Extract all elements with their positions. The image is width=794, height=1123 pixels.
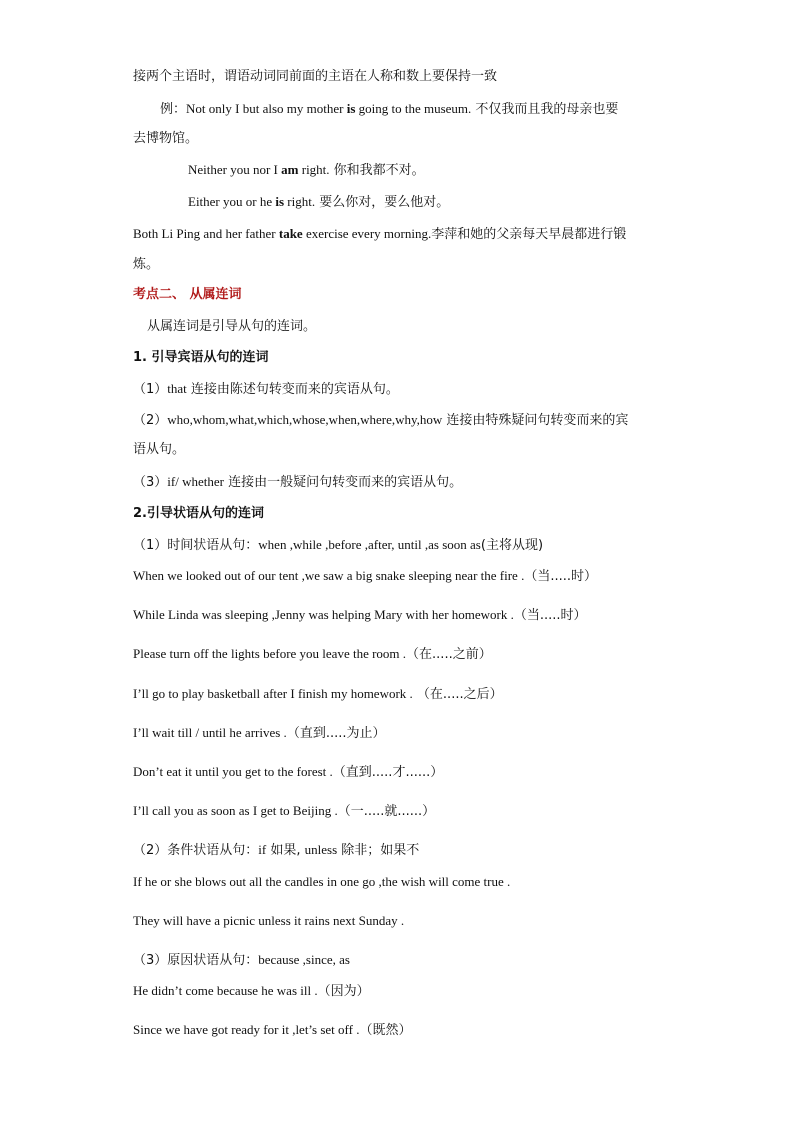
example-line <box>133 912 404 931</box>
example-sentence: I’ll call you as soon as I get to Beijing . <box>133 803 338 818</box>
example-line <box>133 802 435 821</box>
example-sentence: If he or she blows out all the candles in one go ,the wish will come true . <box>133 874 511 889</box>
example-sentence-end: right. <box>298 162 330 177</box>
emphasized-verb: is <box>275 194 285 209</box>
item-keyword: who,whom,what,which,whose,when,where,why,how <box>167 412 443 427</box>
item-text: 如果, <box>266 843 305 858</box>
example-translation: （在.....之后） <box>412 687 503 702</box>
example-translation: 李萍和她的父亲每天早晨都进行锻 <box>431 227 627 242</box>
list-item <box>133 951 350 970</box>
example-translation: 不仅我而且我的母亲也要 <box>471 102 619 117</box>
example-translation: （当.....时） <box>524 569 597 584</box>
item-number: （3） <box>133 475 168 490</box>
text-cn: 去博物馆。 <box>133 131 199 146</box>
paragraph-line <box>133 256 159 274</box>
text-cn: 炼。 <box>133 257 160 272</box>
example-sentence: Either you or he <box>188 194 276 209</box>
item-keyword: that <box>167 381 187 396</box>
example-sentence: When we looked out of our tent ,we saw a big snake sleeping near the fire . <box>133 568 525 583</box>
item-text: 连接由一般疑问句转变而来的宾语从句。 <box>223 475 463 490</box>
example-line <box>133 982 370 1001</box>
section-heading <box>133 286 242 304</box>
item-number: （1）时间状语从句： <box>133 538 259 553</box>
subsection-heading <box>133 349 269 367</box>
item-text: 连接由特殊疑问句转变而来的宾 <box>442 413 629 428</box>
item-number: （1） <box>133 382 168 397</box>
list-item <box>133 841 419 860</box>
emphasized-verb: take <box>278 226 303 241</box>
paragraph-line <box>133 68 497 86</box>
example-sentence: Please turn off the lights before you leave the room . <box>133 646 407 661</box>
text-cn: 从属连词是引导从句的连词。 <box>147 319 317 334</box>
example-translation: （在.....之前） <box>406 647 492 662</box>
item-text: 除非；如果不 <box>337 843 420 858</box>
item-keyword: if/ whether <box>167 474 224 489</box>
example-sentence: I’ll go to play basketball after I finish my homework . <box>133 686 413 701</box>
text-cn: 语从句。 <box>133 442 186 457</box>
text-cn: 接两个主语时，谓语动词同前面的主语在人称和数上要保持一致 <box>133 69 498 84</box>
example-line <box>133 1021 412 1040</box>
subsection-heading <box>133 505 264 523</box>
list-item <box>133 380 399 399</box>
example-translation: 要么你对，要么他对。 <box>315 195 450 210</box>
example-sentence: I’ll wait till / until he arrives . <box>133 725 287 740</box>
item-number: （2） <box>133 413 168 428</box>
item-keyword: when ,while ,before ,after, until ,as soon as <box>258 537 481 552</box>
example-translation: （因为） <box>317 984 370 999</box>
example-line <box>188 161 425 180</box>
example-sentence-end: exercise every morning. <box>302 226 432 241</box>
list-item <box>133 473 462 492</box>
example-line <box>188 193 449 212</box>
example-sentence: They will have a picnic unless it rains next Sunday . <box>133 913 405 928</box>
example-line <box>133 724 385 743</box>
list-item <box>133 536 543 555</box>
example-line <box>133 606 587 625</box>
subsection-heading-text: 1. 引导宾语从句的连词 <box>133 350 269 365</box>
example-line <box>133 567 597 586</box>
example-line <box>133 225 626 244</box>
example-sentence: Don’t eat it until you get to the forest . <box>133 764 333 779</box>
subsection-heading-text: 2.引导状语从句的连词 <box>133 506 264 521</box>
item-keyword: because ,since, as <box>258 952 350 967</box>
example-line <box>133 685 503 704</box>
item-number: （3）原因状语从句： <box>133 953 259 968</box>
paragraph-line <box>147 318 316 336</box>
example-sentence-end: going to the museum. <box>355 101 472 116</box>
example-translation: （直到.....为止） <box>286 726 386 741</box>
item-text: 连接由陈述句转变而来的宾语从句。 <box>186 382 399 397</box>
item-text: (主将从现) <box>480 538 544 553</box>
item-number: （2）条件状语从句： <box>133 843 259 858</box>
list-item <box>133 411 628 430</box>
example-line <box>133 645 492 664</box>
item-keyword: if <box>258 842 267 857</box>
example-line <box>133 763 443 782</box>
paragraph-line <box>133 130 198 148</box>
example-sentence: While Linda was sleeping ,Jenny was helping Mary with her homework . <box>133 607 514 622</box>
example-sentence: Since we have got ready for it ,let’s set off . <box>133 1022 360 1037</box>
example-translation: （既然） <box>359 1023 412 1038</box>
example-sentence: Neither you nor I <box>188 162 282 177</box>
example-sentence-end: right. <box>284 194 316 209</box>
example-translation: （当.....时） <box>513 608 587 623</box>
example-translation: 你和我都不对。 <box>329 163 425 178</box>
paragraph-line <box>133 441 185 459</box>
section-heading-text: 考点二、 从属连词 <box>133 287 242 302</box>
example-translation: （直到.....才......） <box>332 765 444 780</box>
example-label: 例： <box>160 102 187 117</box>
example-line <box>160 100 618 119</box>
emphasized-verb: am <box>281 162 299 177</box>
item-keyword: unless <box>304 842 338 857</box>
example-sentence: Both Li Ping and her father <box>133 226 279 241</box>
example-sentence: Not only I but also my mother <box>186 101 347 116</box>
example-sentence: He didn’t come because he was ill . <box>133 983 318 998</box>
example-translation: （一.....就......） <box>337 804 436 819</box>
emphasized-verb: is <box>346 101 356 116</box>
example-line <box>133 873 510 892</box>
